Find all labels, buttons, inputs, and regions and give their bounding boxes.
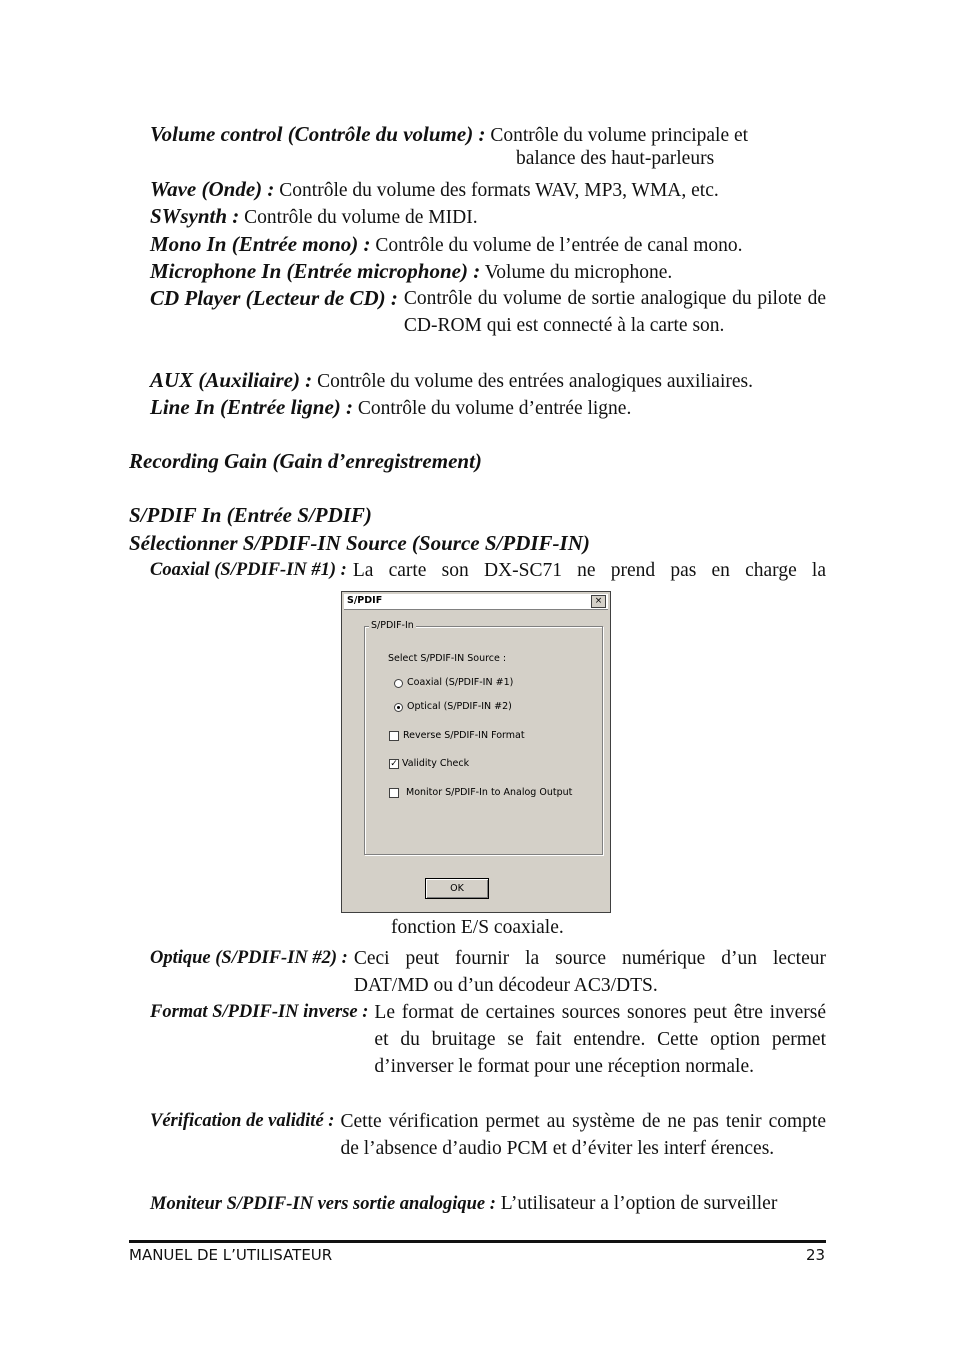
checkbox-validity-check[interactable]: ✓ bbox=[390, 759, 398, 769]
entry-line-in bbox=[150, 394, 826, 422]
entry-swsynth bbox=[150, 203, 826, 231]
entry-optique bbox=[150, 945, 826, 999]
description: Contrôle du volume des entrées analogiques auxiliaires. bbox=[317, 371, 753, 392]
page-number: 23 bbox=[806, 1246, 826, 1264]
footer-title: MANUEL DE L’UTILISATEUR bbox=[129, 1246, 333, 1264]
description: La carte son DX-SC71 ne prend pas en charge la bbox=[352, 560, 826, 581]
term: Line In (Entrée ligne) : bbox=[150, 395, 353, 419]
heading-spdif-in: S/PDIF In (Entrée S/PDIF) bbox=[129, 503, 372, 527]
description: Ceci peut fournir la source numérique d’un lecteur DAT/MD ou d’un décodeur AC3/DTS. bbox=[353, 948, 826, 996]
checkbox-reverse-label[interactable]: Reverse S/PDIF-IN Format bbox=[403, 730, 525, 741]
checkbox-reverse-format[interactable] bbox=[389, 731, 399, 741]
description: Contrôle du volume principale et bbox=[490, 125, 749, 146]
entry-mono-in bbox=[150, 231, 826, 259]
term: Vérification de validité : bbox=[150, 1111, 335, 1131]
footer-rule bbox=[129, 1240, 826, 1243]
term: Optique (S/PDIF-IN #2) : bbox=[150, 948, 348, 968]
entry-volume-control bbox=[150, 121, 826, 149]
description-continuation: balance des haut-parleurs bbox=[516, 148, 715, 169]
term: Wave (Onde) : bbox=[150, 177, 275, 201]
term: CD Player (Lecteur de CD) : bbox=[150, 286, 398, 310]
description: L’utilisateur a l’option de surveiller bbox=[500, 1193, 778, 1214]
entry-microphone-in bbox=[150, 258, 826, 286]
description: Le format de certaines sources sonores peut être inversé et du bruitage se fait entendre. Cette option permet d’inverser le format pour une réception normale. bbox=[374, 1002, 826, 1077]
entry-moniteur bbox=[150, 1190, 826, 1218]
select-source-label: Select S/PDIF-IN Source : bbox=[388, 653, 507, 664]
description: Cette vérification permet au système de ne pas tenir compte de l’absence d’audio PCM et d’éviter les interf érences. bbox=[340, 1111, 826, 1159]
dialog-title-bar bbox=[344, 594, 608, 610]
description: Contrôle du volume de l’entrée de canal mono. bbox=[375, 235, 743, 256]
group-label: S/PDIF-In bbox=[371, 620, 414, 631]
term: Coaxial (S/PDIF-IN #1) : bbox=[150, 560, 347, 580]
coaxial-continuation: fonction E/S coaxiale. bbox=[391, 917, 564, 938]
close-icon[interactable]: × bbox=[591, 595, 606, 608]
description: Contrôle du volume de sortie analogique du pilote de CD-ROM qui est connecté à la carte son. bbox=[403, 288, 826, 336]
ok-button[interactable]: OK bbox=[425, 878, 489, 899]
term: Format S/PDIF-IN inverse : bbox=[150, 1002, 369, 1022]
term: SWsynth : bbox=[150, 204, 240, 228]
entry-coaxial bbox=[150, 557, 826, 584]
radio-optical-label[interactable]: Optical (S/PDIF-IN #2) bbox=[407, 701, 512, 712]
entry-wave bbox=[150, 176, 826, 204]
term: Mono In (Entrée mono) : bbox=[150, 232, 371, 256]
checkbox-monitor-label[interactable]: Monitor S/PDIF-In to Analog Output bbox=[406, 787, 573, 798]
checkbox-validity-label[interactable]: Validity Check bbox=[402, 758, 470, 769]
entry-aux bbox=[150, 367, 826, 395]
entry-validite bbox=[150, 1108, 826, 1162]
description: Contrôle du volume d’entrée ligne. bbox=[357, 398, 632, 419]
term: AUX (Auxiliaire) : bbox=[150, 368, 313, 392]
dialog-title: S/PDIF bbox=[347, 595, 383, 606]
heading-select-source: Sélectionner S/PDIF-IN Source (Source S/PDIF-IN) bbox=[129, 531, 590, 555]
term: Microphone In (Entrée microphone) : bbox=[150, 259, 481, 283]
heading-recording-gain: Recording Gain (Gain d’enregistrement) bbox=[129, 449, 482, 473]
description: Volume du microphone. bbox=[484, 262, 673, 283]
radio-coaxial[interactable] bbox=[394, 679, 403, 688]
spdif-dialog bbox=[341, 591, 611, 913]
entry-format-inverse bbox=[150, 999, 826, 1080]
term: Moniteur S/PDIF-IN vers sortie analogique : bbox=[150, 1194, 496, 1214]
checkbox-monitor[interactable] bbox=[389, 788, 399, 798]
radio-coaxial-label[interactable]: Coaxial (S/PDIF-IN #1) bbox=[407, 677, 514, 688]
description: Contrôle du volume de MIDI. bbox=[244, 207, 478, 228]
term: Volume control (Contrôle du volume) : bbox=[150, 122, 486, 146]
description: Contrôle du volume des formats WAV, MP3, WMA, etc. bbox=[279, 180, 719, 201]
entry-cd-player bbox=[150, 285, 826, 339]
radio-optical[interactable] bbox=[394, 703, 403, 712]
